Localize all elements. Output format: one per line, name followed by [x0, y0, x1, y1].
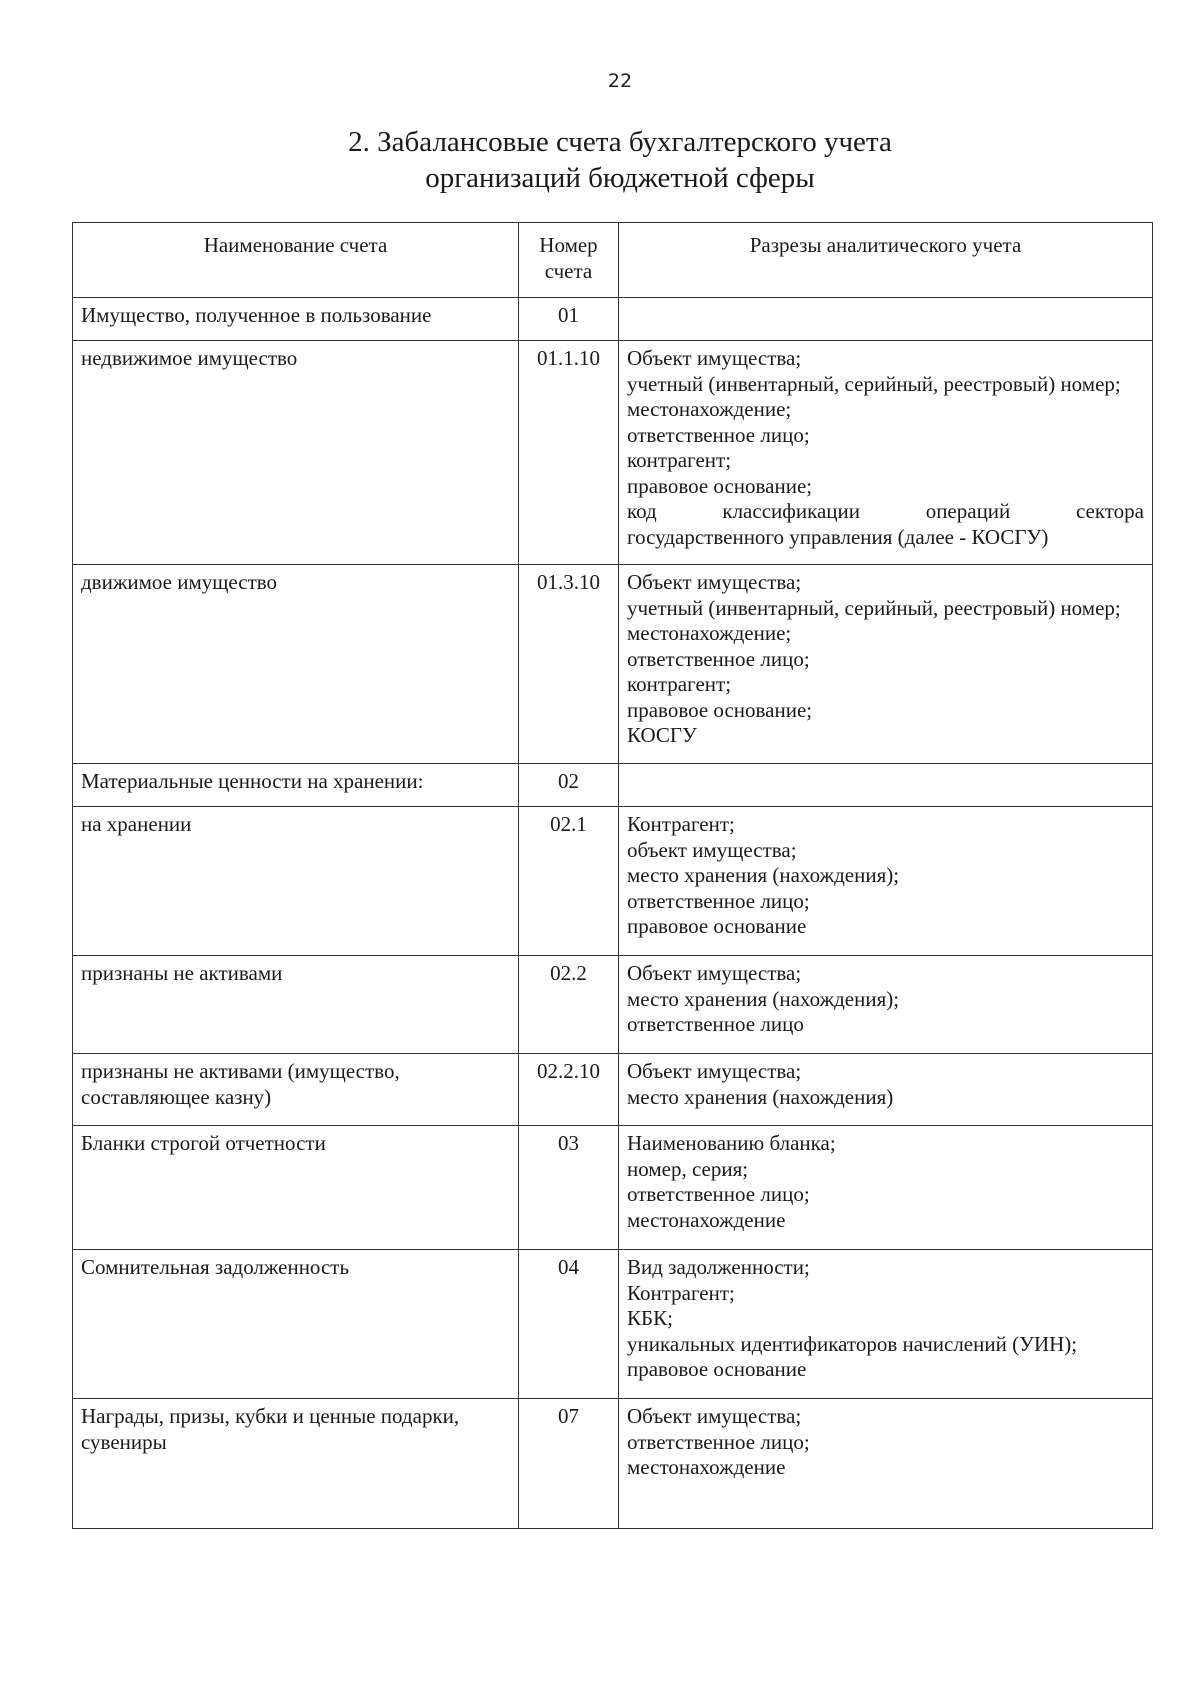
account-number-cell: 03 — [519, 1126, 619, 1250]
page-title-line-2: организаций бюджетной сферы — [425, 162, 815, 194]
analytic-sections-cell — [619, 764, 1153, 807]
page-number: 22 — [607, 70, 633, 92]
justified-word: код — [627, 499, 657, 523]
table-header-row — [73, 223, 1153, 298]
page-title — [0, 124, 1200, 196]
analytic-sections-cell: Объект имущества; место хранения (нахождения); ответственное лицо — [619, 956, 1153, 1054]
table-row — [73, 341, 1153, 565]
analytic-sections-cell: Объект имущества; учетный (инвентарный, серийный, реестровый) номер; местонахождение; ответственное лицо; контрагент; правовое основание; КОСГУ — [619, 565, 1153, 764]
justified-word: классификации — [722, 499, 861, 523]
column-header-number: Номер счета — [519, 223, 619, 298]
analytic-sections-cell: Контрагент; объект имущества; место хранения (нахождения); ответственное лицо; правовое основание — [619, 807, 1153, 956]
table-row — [73, 764, 1153, 807]
account-name-cell: Бланки строгой отчетности — [73, 1126, 519, 1250]
account-name-cell: признаны не активами (имущество, составляющее казну) — [73, 1054, 519, 1126]
off-balance-accounts-table — [72, 222, 1153, 1529]
analytic-sections-cell: Наименованию бланка; номер, серия; ответственное лицо; местонахождение — [619, 1126, 1153, 1250]
account-number-cell: 01 — [519, 298, 619, 341]
justified-word: сектора — [1075, 499, 1144, 523]
column-header-name: Наименование счета — [73, 223, 519, 298]
table-row — [73, 1054, 1153, 1126]
account-number-cell: 01.3.10 — [519, 565, 619, 764]
account-name-cell: Материальные ценности на хранении: — [73, 764, 519, 807]
column-header-sections: Разрезы аналитического учета — [619, 223, 1153, 298]
account-number-cell: 02 — [519, 764, 619, 807]
account-number-cell: 04 — [519, 1250, 619, 1399]
analytic-sections-cell — [619, 298, 1153, 341]
account-number-cell: 07 — [519, 1399, 619, 1529]
table-row — [73, 1126, 1153, 1250]
table-row — [73, 1399, 1153, 1529]
account-name-cell: Сомнительная задолженность — [73, 1250, 519, 1399]
table-row — [73, 298, 1153, 341]
account-name-cell: недвижимое имущество — [73, 341, 519, 565]
justified-line — [627, 499, 1144, 525]
account-number-cell: 02.2.10 — [519, 1054, 619, 1126]
account-number-cell: 02.2 — [519, 956, 619, 1054]
account-name-cell: признаны не активами — [73, 956, 519, 1054]
analytic-sections-cell: Вид задолженности; Контрагент; КБК; уникальных идентификаторов начислений (УИН); правовое основание — [619, 1250, 1153, 1399]
table-row — [73, 565, 1153, 764]
table-row — [73, 956, 1153, 1054]
analytic-sections-cell: Объект имущества; место хранения (нахождения) — [619, 1054, 1153, 1126]
account-number-cell: 01.1.10 — [519, 341, 619, 565]
table-row — [73, 807, 1153, 956]
analytic-sections-cell: Объект имущества; ответственное лицо; местонахождение — [619, 1399, 1153, 1529]
table-row — [73, 1250, 1153, 1399]
account-name-cell: на хранении — [73, 807, 519, 956]
justified-word: операций — [925, 499, 1011, 523]
analytic-sections-cell: Объект имущества; учетный (инвентарный, серийный, реестровый) номер; местонахождение; ответственное лицо; контрагент; правовое основание; код классификации операций сектора государственного управления (далее - КОСГУ) — [619, 341, 1153, 565]
account-name-cell: Имущество, полученное в пользование — [73, 298, 519, 341]
account-number-cell: 02.1 — [519, 807, 619, 956]
account-name-cell: движимое имущество — [73, 565, 519, 764]
account-name-cell: Награды, призы, кубки и ценные подарки, сувениры — [73, 1399, 519, 1529]
page-title-line-1: 2. Забалансовые счета бухгалтерского учета — [348, 126, 892, 158]
